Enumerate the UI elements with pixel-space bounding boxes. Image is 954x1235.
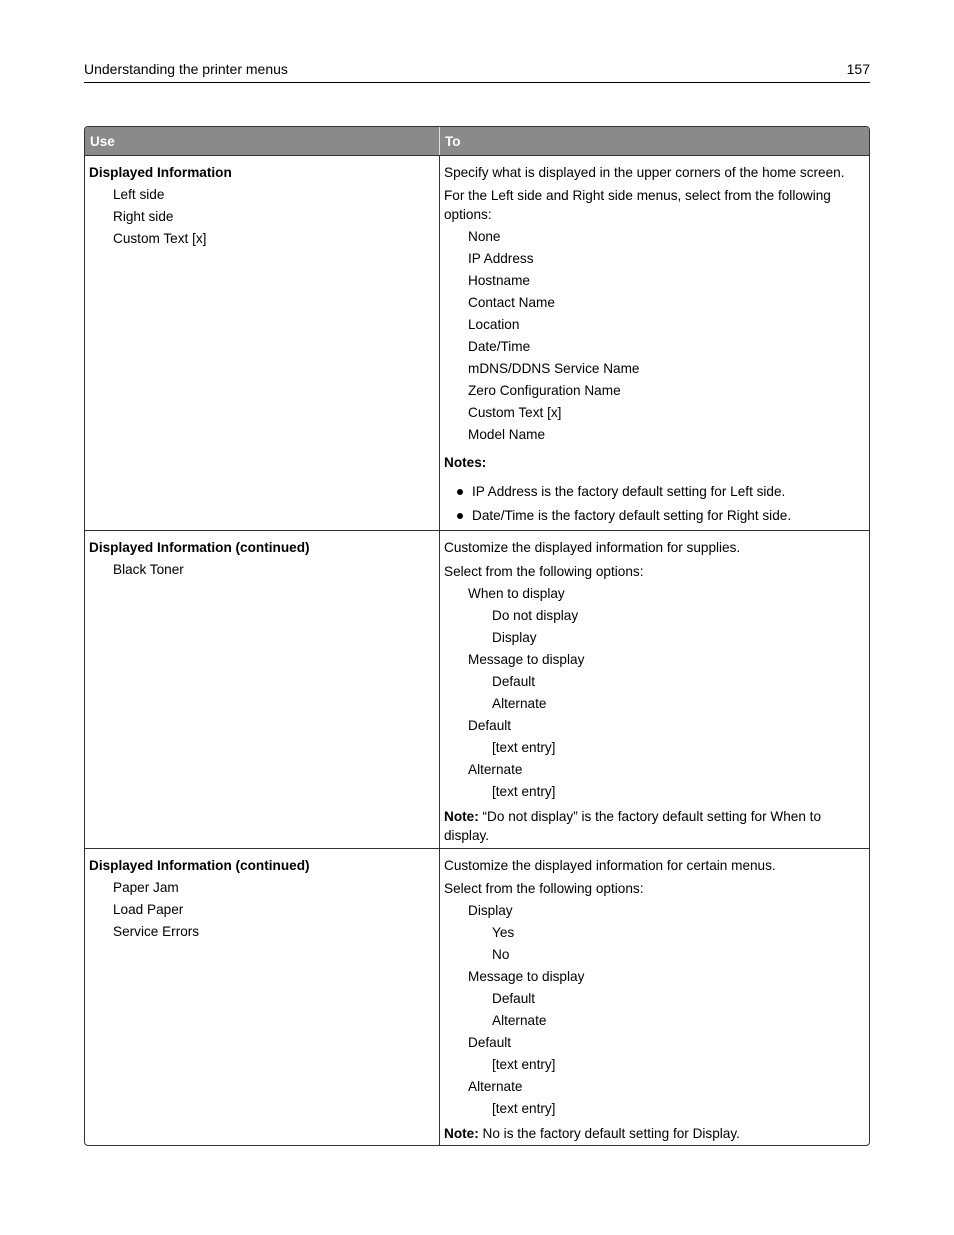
use-item: Paper Jam: [113, 880, 179, 895]
option-item: When to display: [468, 586, 565, 601]
use-title: Displayed Information (continued): [89, 540, 310, 555]
option-item: None: [468, 229, 501, 244]
option-item: mDNS/DDNS Service Name: [468, 361, 640, 376]
note-bullet: [444, 480, 865, 504]
bullet-icon: [457, 489, 463, 495]
option-item: Display: [468, 903, 513, 918]
option-item: Zero Configuration Name: [468, 383, 621, 398]
option-subitem: [text entry]: [492, 1101, 556, 1116]
option-item: Default: [468, 1035, 512, 1050]
use-item: Load Paper: [113, 902, 184, 917]
option-subitem: No: [492, 947, 510, 962]
option-item: IP Address: [468, 251, 534, 266]
use-item: Service Errors: [113, 924, 200, 939]
note-label: Note:: [444, 1126, 479, 1141]
option-item: Default: [468, 718, 512, 733]
option-subitem: Yes: [492, 925, 515, 940]
to-intro: Specify what is displayed in the upper corners of the home screen.: [444, 165, 845, 180]
bullet-icon: [457, 513, 463, 519]
page-header: [84, 60, 870, 83]
table-row: [85, 156, 869, 531]
use-title: Displayed Information (continued): [89, 858, 310, 873]
option-item: Message to display: [468, 652, 585, 667]
use-title: Displayed Information: [89, 165, 232, 180]
note-text: No is the factory default setting for Display.: [478, 1126, 740, 1141]
option-item: Location: [468, 317, 520, 332]
to-cell: [440, 849, 869, 1145]
option-item: Alternate: [468, 762, 523, 777]
table-header: [85, 127, 869, 156]
table-row: [85, 849, 869, 1145]
header-to: To: [445, 134, 461, 149]
option-item: Hostname: [468, 273, 530, 288]
note: [444, 1124, 865, 1143]
option-subitem: Do not display: [492, 608, 579, 623]
page-title: Understanding the printer menus: [84, 61, 288, 77]
use-item: Left side: [113, 187, 165, 202]
to-intro: Customize the displayed information for certain menus.: [444, 858, 776, 873]
use-cell: [85, 849, 440, 1145]
to-cell: [440, 531, 869, 848]
note-label: Note:: [444, 809, 479, 824]
option-subitem: [text entry]: [492, 784, 556, 799]
option-item: Model Name: [468, 427, 546, 442]
option-item: Contact Name: [468, 295, 555, 310]
use-cell: [85, 156, 440, 530]
note-text: Date/Time is the factory default setting for Right side.: [472, 508, 792, 523]
to-paragraph: For the Left side and Right side menus, select from the following options:: [444, 188, 831, 222]
option-subitem: [text entry]: [492, 1057, 556, 1072]
note-text: IP Address is the factory default setting for Left side.: [472, 484, 786, 499]
option-item: Custom Text [x]: [468, 405, 562, 420]
menu-table: [84, 126, 870, 1146]
use-item: Black Toner: [113, 562, 184, 577]
page-number: 157: [846, 61, 870, 77]
table-row: [85, 531, 869, 849]
header-use: Use: [85, 127, 440, 155]
note: [444, 807, 865, 845]
use-item: Right side: [113, 209, 174, 224]
to-cell: [440, 156, 869, 530]
option-subitem: Default: [492, 674, 536, 689]
option-item: Date/Time: [468, 339, 531, 354]
notes-heading: Notes:: [444, 455, 487, 470]
to-intro: Customize the displayed information for supplies.: [444, 540, 741, 555]
option-subitem: Default: [492, 991, 536, 1006]
option-subitem: Alternate: [492, 1013, 547, 1028]
use-cell: [85, 531, 440, 848]
option-subitem: [text entry]: [492, 740, 556, 755]
option-item: Message to display: [468, 969, 585, 984]
option-subitem: Alternate: [492, 696, 547, 711]
to-select: Select from the following options:: [444, 564, 644, 579]
option-subitem: Display: [492, 630, 537, 645]
to-select: Select from the following options:: [444, 881, 644, 896]
option-item: Alternate: [468, 1079, 523, 1094]
note-bullet: [444, 504, 865, 528]
note-text: “Do not display” is the factory default setting for When to display.: [444, 809, 822, 843]
use-item: Custom Text [x]: [113, 231, 207, 246]
